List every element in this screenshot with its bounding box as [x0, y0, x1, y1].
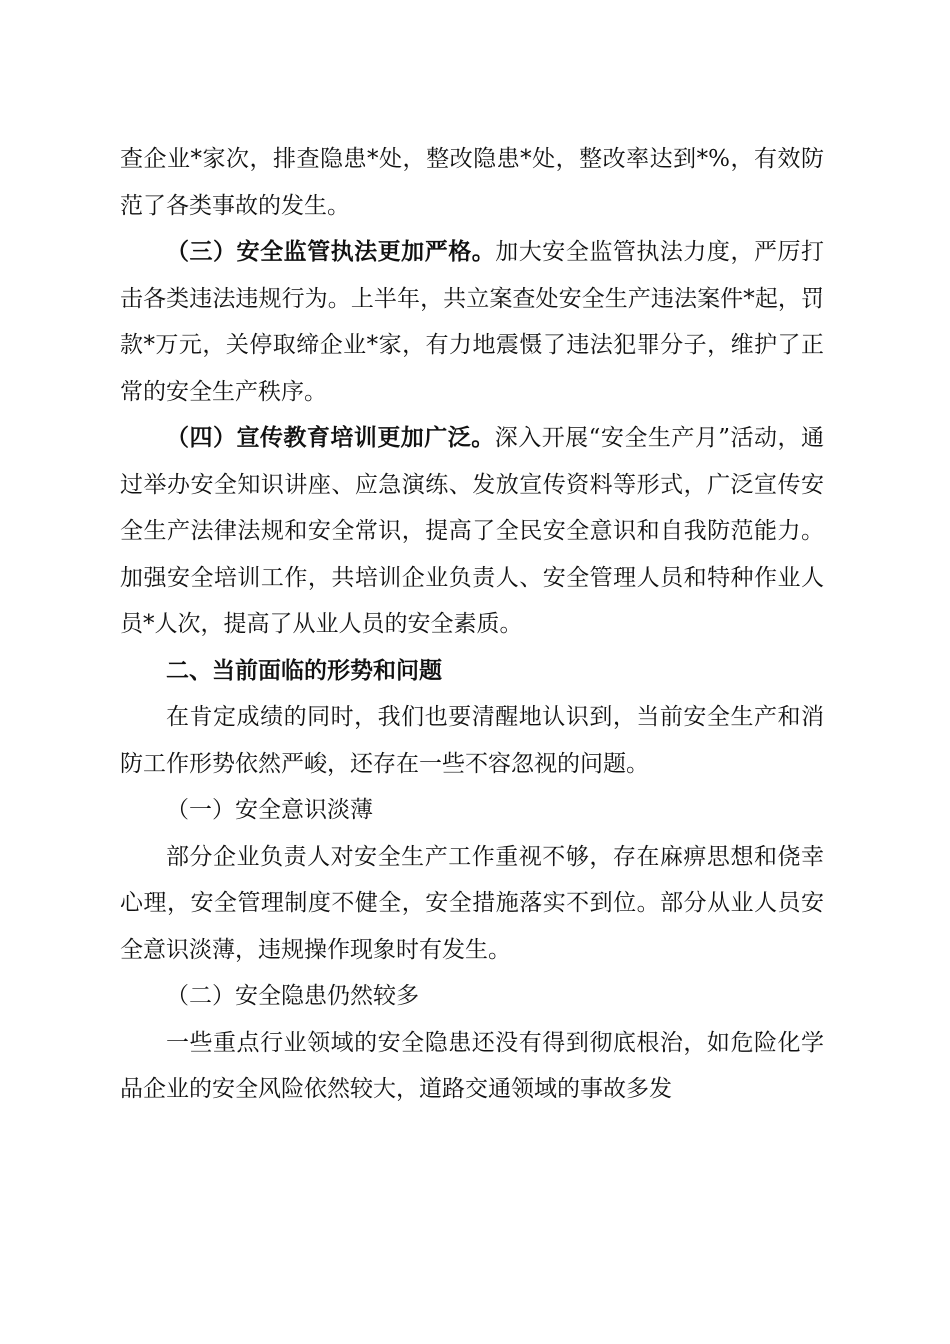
paragraph-awareness: 部分企业负责人对安全生产工作重视不够，存在麻痹思想和侥幸心理，安全管理制度不健全，安全措施落实不到位。部分从业人员安全意识淡薄，违规操作现象时有发生。	[120, 843, 824, 963]
paragraph-body: 加大安全监管执法力度，严厉打击各类违法违规行为。上半年，共立案查处安全生产违法案件*起，罚款*万元，关停取缔企业*家，有力地震慑了违法犯罪分子，维护了正常的安全生产秩序。	[120, 239, 825, 405]
paragraph-enforcement	[120, 229, 824, 415]
section-heading: 二、当前面临的形势和问题	[166, 657, 442, 684]
paragraph-hazards: 一些重点行业领域的安全隐患还没有得到彻底根治，如危险化学品企业的安全风险依然较大，道路交通领域的事故多发	[120, 1029, 824, 1102]
paragraph-continued: 查企业*家次，排查隐患*处，整改隐患*处，整改率达到*%，有效防范了各类事故的发生。	[120, 146, 824, 219]
document-page	[120, 136, 824, 1113]
subsection-heading: （一）安全意识淡薄	[166, 797, 373, 823]
paragraph-lead: （三）安全监管执法更加严格。	[166, 238, 496, 265]
paragraph-situation: 在肯定成绩的同时，我们也要清醒地认识到，当前安全生产和消防工作形势依然严峻，还存在一些不容忽视的问题。	[120, 704, 824, 777]
paragraph-body: 深入开展“安全生产月”活动，通过举办安全知识讲座、应急演练、发放宣传资料等形式，广泛宣传安全生产法律法规和安全常识，提高了全民安全意识和自我防范能力。加强安全培训工作，共培训企业负责人、安全管理人员和特种作业人员*人次，提高了从业人员的安全素质。	[120, 425, 824, 637]
paragraph-lead: （四）宣传教育培训更加广泛。	[166, 424, 495, 451]
paragraph-education	[120, 415, 824, 648]
subsection-heading: （二）安全隐患仍然较多	[166, 983, 419, 1009]
